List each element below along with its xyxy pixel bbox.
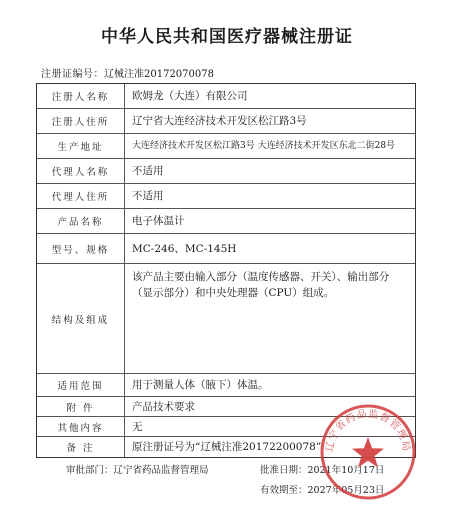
row-value: 原注册证号为“辽械注准20172200078” [132,441,322,453]
row-agent-address [37,184,415,209]
valid-until-label: 有效期至： [260,485,308,496]
row-structure [37,264,415,374]
row-value: 该产品主要由输入部分（温度传感器、开关）、输出部分（显示部分）和中央处理器（CPU）组成。 [132,271,390,299]
row-model-spec [37,234,415,264]
valid-until-value: 2027年05月23日 [307,485,385,496]
row-registrant-address [37,109,415,134]
row-label: 附 件 [37,397,125,416]
row-label: 结构及组成 [37,264,125,373]
row-label: 备 注 [37,437,125,457]
row-value: 无 [132,420,143,433]
row-label: 注册人住所 [37,109,125,133]
row-value: 电子体温计 [132,215,185,227]
row-label: 产品名称 [37,209,125,233]
row-product-name [37,209,415,234]
row-value: 产品技术要求 [132,400,195,413]
row-production-address [37,134,415,159]
row-label: 适用范围 [37,374,125,396]
row-value: 用于测量人体（腋下）体温。 [132,379,269,391]
approval-department [66,462,209,476]
row-value: 辽宁省大连经济技术开发区松江路3号 [132,115,307,127]
row-agent-name [37,159,415,184]
approval-date-label: 批准日期： [260,465,308,476]
seal-text: 辽宁省药品监督管理局 [324,408,412,453]
row-value: 不适用 [132,165,164,177]
approval-date-value: 2021年10月17日 [307,465,385,476]
row-label: 注册人名称 [37,84,125,108]
registration-number [41,65,214,80]
official-seal-stamp [318,402,418,502]
row-scope [37,374,415,397]
row-label: 型号、规格 [37,234,125,263]
row-label: 代理人名称 [37,159,125,183]
row-label: 代理人住所 [37,184,125,208]
seal-star-icon [352,437,384,467]
registration-number-label: 注册证编号： [41,69,104,80]
row-value: 大连经济技术开发区松江路3号 大连经济技术开发区东北二街28号 [132,141,396,151]
row-label: 生产地址 [37,134,125,158]
row-value: MC-246、MC-145H [132,242,237,255]
approval-department-value: 辽宁省药品监督管理局 [113,465,209,476]
row-label: 其他内容 [37,417,125,436]
row-registrant-name [37,84,415,109]
registration-number-value: 辽械注准20172070078 [104,69,214,80]
approval-department-label: 审批部门： [66,465,114,476]
row-value: 不适用 [132,190,164,202]
row-value: 欧姆龙（大连）有限公司 [132,90,248,102]
document-title: 中华人民共和国医疗器械注册证 [101,27,353,47]
